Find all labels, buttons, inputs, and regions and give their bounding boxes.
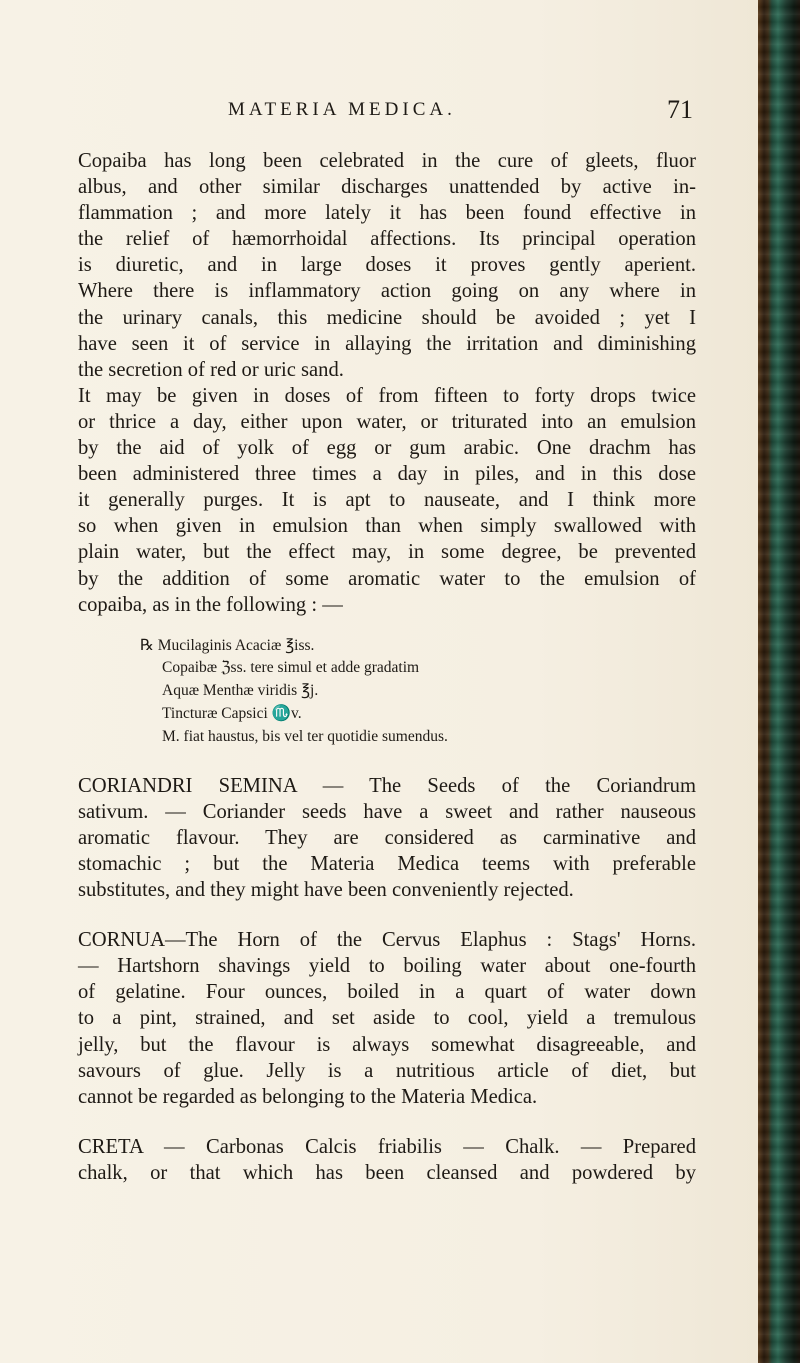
running-head: MATERIA MEDICA.	[228, 99, 456, 120]
text-line: it generally purges. It is apt to nauseate, and I think more	[78, 489, 696, 512]
text-line: substitutes, and they might have been conveniently rejected.	[78, 879, 574, 902]
text-line: chalk, or that which has been cleansed and powdered by	[78, 1161, 696, 1184]
text-line: or thrice a day, either upon water, or triturated into an emulsion	[78, 410, 696, 433]
text-line: jelly, but the flavour is always somewhat disagreeable, and	[78, 1033, 696, 1056]
text-line: to a pint, strained, and set aside to cool, yield a tremulous	[78, 1007, 696, 1030]
text-line: the secretion of red or uric sand.	[78, 358, 344, 381]
prescription-line: M. fiat haustus, bis vel ter quotidie sumendus.	[162, 727, 448, 745]
text-line: CORNUA—The Horn of the Cervus Elaphus : Stags' Horns.	[78, 929, 696, 952]
prescription-line: Tincturæ Capsici ♏v.	[162, 705, 302, 723]
text-line: by the addition of some aromatic water to the emulsion of	[78, 567, 696, 590]
page-number: 71	[667, 95, 693, 124]
text-line: of gelatine. Four ounces, boiled in a quart of water down	[78, 981, 696, 1004]
section-gap	[78, 1110, 696, 1134]
text-line: flammation ; and more lately it has been found effective in	[78, 202, 696, 225]
page-body	[78, 148, 696, 1186]
text-line: CRETA — Carbonas Calcis friabilis — Chalk. — Prepared	[78, 1135, 696, 1158]
text-line: Where there is inflammatory action going on any where in	[78, 280, 696, 303]
entry-creta	[78, 1134, 696, 1186]
text-line: have seen it of service in allaying the irritation and diminishing	[78, 332, 696, 355]
entry-cornua	[78, 927, 696, 1110]
text-line: cannot be regarded as belonging to the Materia Medica.	[78, 1085, 538, 1108]
prescription-line: Aquæ Menthæ viridis ℥j.	[162, 682, 319, 700]
text-line: stomachic ; but the Materia Medica teems with preferable	[78, 852, 696, 875]
text-line: aromatic flavour. They are considered as carminative and	[78, 826, 696, 849]
text-line: the urinary canals, this medicine should be avoided ; yet I	[78, 306, 696, 329]
text-line: Copaiba has long been celebrated in the cure of gleets, fluor	[78, 150, 696, 172]
text-line: so when given in emulsion than when simply swallowed with	[78, 515, 696, 538]
page-header	[228, 95, 693, 129]
text-line: savours of glue. Jelly is a nutritious article of diet, but	[78, 1059, 696, 1082]
text-line: — Hartshorn shavings yield to boiling water about one-fourth	[78, 955, 696, 978]
book-binding-edge	[758, 0, 800, 1363]
prescription-line: ℞ Mucilaginis Acaciæ ℥iss.	[140, 636, 315, 654]
entry-coriandri-semina	[78, 773, 696, 903]
text-line: the relief of hæmorrhoidal affections. Its principal operation	[78, 228, 696, 251]
prescription-line: Copaibæ ℨss. tere simul et adde gradatim	[162, 659, 420, 677]
text-line: It may be given in doses of from fifteen to forty drops twice	[78, 384, 696, 407]
text-line: CORIANDRI SEMINA — The Seeds of the Coriandrum	[78, 774, 696, 797]
paragraph-copaiba-doses	[78, 383, 696, 618]
text-line: been administered three times a day in piles, and in this dose	[78, 463, 696, 486]
text-line: plain water, but the effect may, in some degree, be prevented	[78, 541, 696, 564]
prescription-block	[78, 635, 696, 749]
section-gap	[78, 903, 696, 927]
text-line: by the aid of yolk of egg or gum arabic. One drachm has	[78, 437, 696, 460]
text-line: sativum. — Coriander seeds have a sweet and rather nauseous	[78, 800, 696, 823]
text-line: albus, and other similar discharges unattended by active in-	[78, 176, 696, 199]
paragraph-copaiba-uses	[78, 148, 696, 383]
text-line: is diuretic, and in large doses it proves gently aperient.	[78, 254, 696, 277]
text-line: copaiba, as in the following : —	[78, 593, 343, 616]
